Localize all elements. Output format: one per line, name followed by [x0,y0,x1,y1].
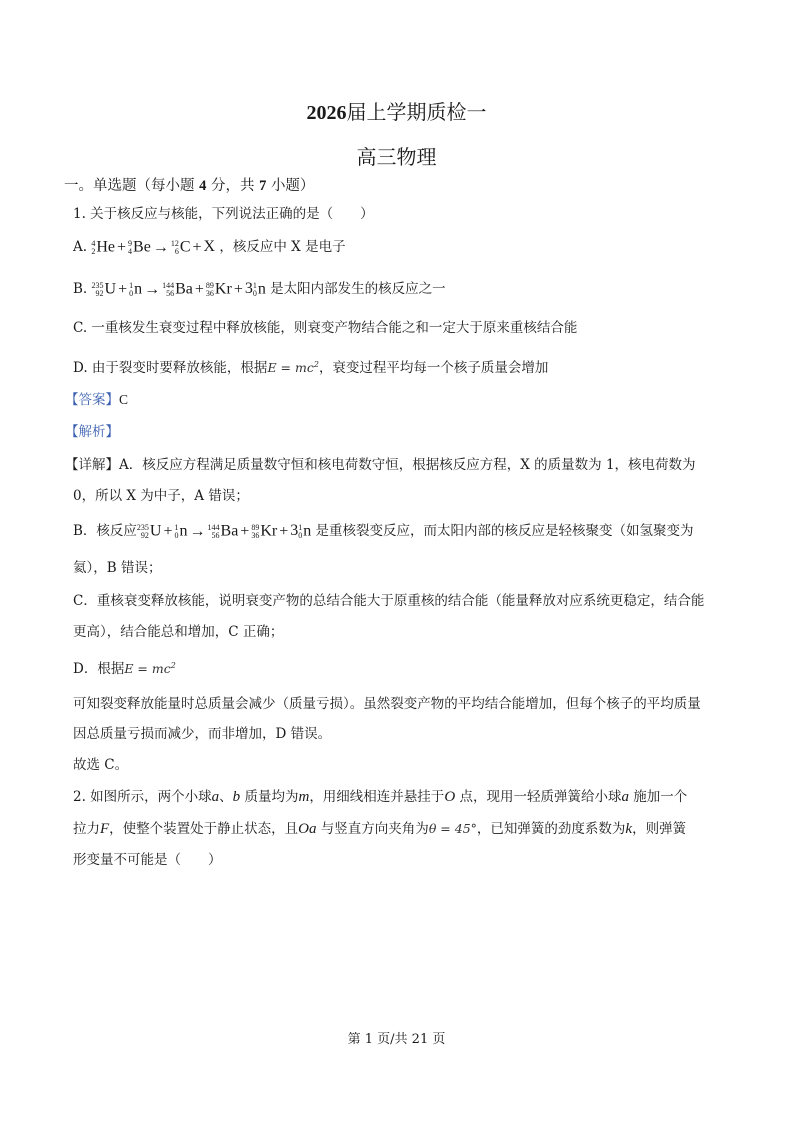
detail-d-line-1: 可知裂变释放能量时总质量会减少（质量亏损）。虽然裂变产物的平均结合能增加，但每个核子的平均质量 [73,696,701,712]
option-c: C. 一重核发生衰变过程中释放核能，则衰变产物结合能之和一定大于原来重核结合能 [73,320,578,336]
nuclide-kr: 89 36 Kr [205,280,232,298]
answer-line: 【答案】C [65,392,129,408]
detail-d-line-0: D．根据$E = mc^2$ [73,661,176,678]
detail-a-line-2: 0，所以 X 为中子，A 错误； [73,488,249,504]
page-footer: 第 1 页/共 21 页 [347,1032,446,1047]
nuclide-be: 9 4 Be [128,238,151,256]
nuclide-n: 1 0 n [129,280,143,298]
option-b: B. 235 92 U + 1 0 n → 144 56 Ba + 89 36 Kr + 3 1 0 n 是太阳内部发生的核反应之一 [73,280,446,298]
detail-d-line-2: 因总质量亏损而减少，而非增加，D 错误。 [73,726,332,742]
section-heading: 一。单选题（每小题 4 分，共 7 小题） [64,178,315,194]
nuclide-he: 4 2 He [91,238,115,256]
nuclide-ba: 144 56 Ba [162,280,193,298]
exam-subtitle: 高三物理 [356,145,437,169]
detail-b-line-2: 氦），B 错误； [73,560,162,576]
question-2-line-2: 拉力F，使整个装置处于静止状态，且Oa 与竖直方向夹角为θ = 45°，已知弹簧的劲度系数为k，则弹簧 [73,821,687,837]
detail-b-line-1: B．核反应 235 92 U + 1 0 n → 144 56 Ba + 89 36 Kr + 3 1 0 n 是重核裂变反应，而太阳内部的核反应是轻核聚变（如氢聚变为 [73,522,694,540]
question-1-stem: 1. 关于核反应与核能，下列说法正确的是（ ） [73,206,374,222]
detail-c-line-1: C．重核衰变释放核能，说明衰变产物的总结合能大于原重核的结合能（能量释放对应系统更稳定，结合能 [73,593,705,609]
exam-title: 2026届上学期质检一 [306,100,487,124]
conclusion: 故选 C。 [73,757,129,773]
detail-a-line-1: 【详解】A．核反应方程满足质量数守恒和核电荷数守恒，根据核反应方程，X 的质量数为 1，核电荷数为 [65,457,696,473]
question-2-line-3: 形变量不可能是（ ） [73,852,222,868]
option-d: D. 由于裂变时要释放核能，根据$E = mc^2$，衰变过程平均每一个核子质量会增加 [73,360,549,377]
nuclide-c: 12 6 C [170,238,191,256]
analysis-tag: 【解析】 [65,424,119,440]
detail-c-line-2: 更高），结合能总和增加，C 正确； [73,624,284,640]
formula-emc: $E = mc^2$ [267,360,319,376]
nuclide-u: 235 92 U [91,280,117,298]
question-2-line-1: 2. 如图所示，两个小球a、b 质量均为m，用细线相连并悬挂于O 点，现用一轻质弹簧给小球a 施加一个 [73,789,688,805]
option-a: A. 4 2 He + 9 4 Be → 12 6 C + X ，核反应中 X 是电子 [73,238,346,256]
